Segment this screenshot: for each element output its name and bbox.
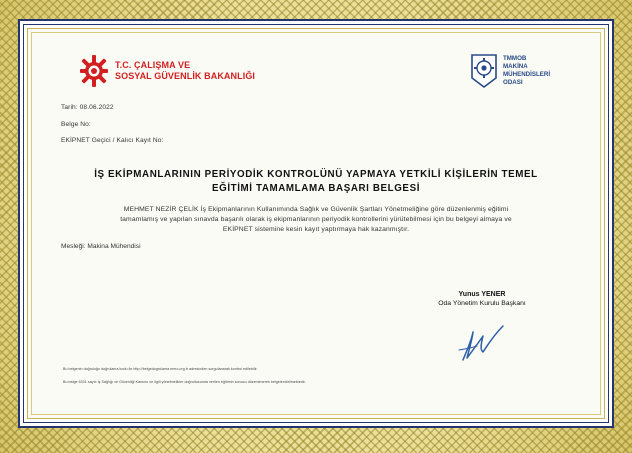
certificate-body-line1: MEHMET NEZİR ÇELİK İş Ekipmanlarının Kullanımında Sağlık ve Güvenlik Şartları Yönetmeliğine göre düzenlenmiş eğitimi — [123, 206, 509, 213]
signer-name: Yunus YENER — [458, 291, 506, 298]
ministry-name-line2: SOSYAL GÜVENLİK BAKANLIĞI — [115, 70, 256, 81]
signature-image — [457, 320, 509, 364]
certificate-body-line3: EKİPNET sistemine kesin kayıt yaptırmaya hak kazanmıştır. — [222, 226, 410, 233]
signer-block — [407, 290, 557, 308]
certificate-title-line1: İŞ EKİPMANLARININ PERİYODİK KONTROLÜNÜ YAPMAYA YETKİLİ KİŞİLERİN TEMEL — [94, 169, 538, 180]
chamber-name-line4: ODASI — [503, 79, 523, 86]
chamber-name-line1: TMMOB — [503, 55, 527, 62]
chamber-name-line3: MÜHENDİSLERİ — [503, 71, 551, 78]
chamber-emblem-icon — [471, 54, 497, 88]
registration-number-field: EKİPNET Geçici / Kalıcı Kayıt No: — [61, 137, 164, 144]
ministry-logo — [79, 48, 279, 93]
verification-note: Bu belgenin doğruluğu doğrulama kodu ile http://belgedogrulama.mmo.org.tr adresinden sorgulanarak kontrol edilebilir. — [63, 367, 258, 371]
chamber-name — [503, 55, 550, 87]
ministry-name — [115, 60, 255, 82]
legal-note: Bu belge 6331 sayılı İş Sağlığı ve Güvenliği Kanunu ve ilgili yönetmelikler doğrultusunda verilen eğitimin sonucu düzenlenerek belgelendirilmektedir. — [63, 380, 306, 384]
ministry-name-line1: T.C. ÇALIŞMA VE — [115, 59, 191, 70]
certificate-content — [27, 28, 605, 419]
certificate-body — [57, 205, 575, 235]
ministry-emblem-icon — [79, 54, 109, 88]
certificate-title-line2: EĞİTİMİ TAMAMLAMA BAŞARI BELGESİ — [211, 182, 421, 194]
certificate-title — [57, 168, 575, 195]
signer-title: Oda Yönetim Kurulu Başkanı — [438, 300, 526, 307]
date-field: Tarih: 08.06.2022 — [61, 104, 114, 111]
profession-field: Mesleği: Makina Mühendisi — [61, 243, 141, 250]
chamber-name-line2: MAKİNA — [503, 63, 528, 70]
document-number-field: Belge No: — [61, 121, 91, 128]
certificate-body-line2: tamamlamış ve yapılan sınavda başarılı olarak iş ekipmanlarının periyodik kontrollerini yürütebilmesi için bu belgeyi almaya ve — [120, 216, 512, 223]
chamber-logo — [471, 46, 581, 96]
